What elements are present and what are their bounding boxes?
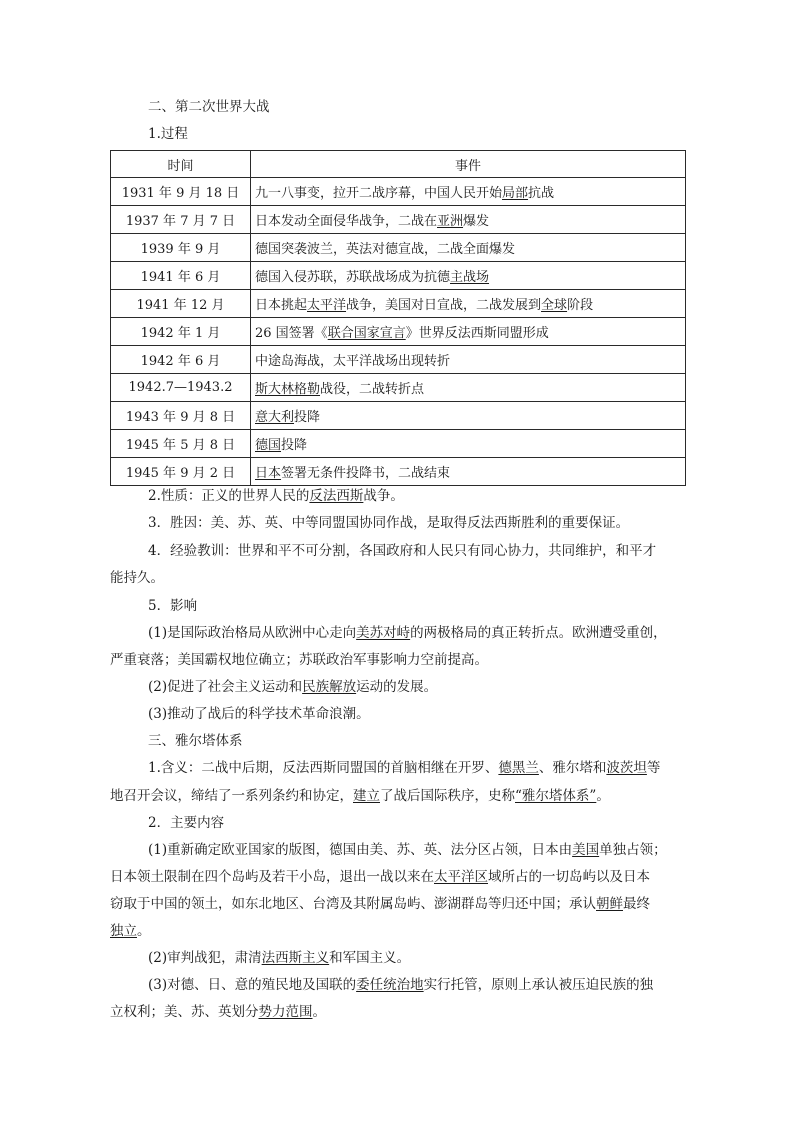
table-row [111,262,686,290]
row-date: 1937 年 7 月 7 日 [111,206,251,234]
section-heading-yalta: 三、雅尔塔体系 [148,733,243,749]
content-1-line-4: 独立。 [110,923,151,939]
content-1-line-3: 窃取于中国的领土，如东北地区、台湾及其附属岛屿、澎湖群岛等归还中国；承认朝鲜最终 [110,896,650,912]
lessons-line-1: 4．经验教训：世界和平不可分割，各国政府和人民只有同心协力，共同维护，和平才 [148,543,657,559]
content-1-line-2: 日本领土限制在四个岛屿及若干小岛，退出一战以来在太平洋区域所占的一切岛屿以及日本 [110,869,650,885]
table-row [111,318,686,346]
row-date: 1945 年 5 月 8 日 [111,430,251,458]
row-event: 中途岛海战，太平洋战场出现转折 [251,346,686,374]
row-date: 1941 年 12 月 [111,290,251,318]
section-heading-ww2: 二、第二次世界大战 [148,99,270,115]
table-row [111,290,686,318]
impact-label: 5．影响 [148,598,198,614]
table-row [111,346,686,374]
impact-1-line-2: 严重衰落；美国霸权地位确立；苏联政治军事影响力空前提高。 [110,652,488,668]
content-2: (2)审判战犯，肃清法西斯主义和军国主义。 [148,950,411,966]
impact-2: (2)促进了社会主义运动和民族解放运动的发展。 [148,679,438,695]
header-event: 事件 [251,151,686,178]
row-event: 意大利投降 [251,402,686,430]
content-3-line-1: (3)对德、日、意的殖民地及国联的委任统治地实行托管，原则上承认被压迫民族的独 [148,977,654,993]
row-date: 1939 年 9 月 [111,234,251,262]
row-date: 1942 年 1 月 [111,318,251,346]
row-event: 日本挑起太平洋战争，美国对日宣战，二战发展到全球阶段 [251,290,686,318]
row-event: 斯大林格勒战役，二战转折点 [251,374,686,402]
row-event: 日本发动全面侵华战争，二战在亚洲爆发 [251,206,686,234]
yalta-meaning-line-1: 1.含义：二战中后期，反法西斯同盟国的首脑相继在开罗、德黑兰、雅尔塔和波茨坦等 [148,760,661,776]
content-1-line-1: (1)重新确定欧亚国家的版图，德国由美、苏、英、法分区占领，日本由美国单独占领； [148,842,667,858]
table-row [111,374,686,402]
row-date: 1941 年 6 月 [111,262,251,290]
table-row [111,430,686,458]
table-row [111,458,686,486]
row-event: 德国入侵苏联，苏联战场成为抗德主战场 [251,262,686,290]
lessons-line-2: 能持久。 [110,570,164,586]
content-3-line-2: 立权利；美、苏、英划分势力范围。 [110,1004,326,1020]
table-row [111,178,686,206]
table-header-row [111,151,686,178]
content-label: 2．主要内容 [148,815,225,831]
row-event: 九一八事变，拉开二战序幕，中国人民开始局部抗战 [251,178,686,206]
table-row [111,402,686,430]
row-event: 德国投降 [251,430,686,458]
row-event: 26 国签署《联合国家宣言》世界反法西斯同盟形成 [251,318,686,346]
row-date: 1945 年 9 月 2 日 [111,458,251,486]
table-row [111,234,686,262]
yalta-meaning-line-2: 地召开会议，缔结了一系列条约和协定，建立了战后国际秩序，史称“雅尔塔体系”。 [110,788,610,804]
row-date: 1942.7—1943.2 [111,374,251,402]
row-event: 德国突袭波兰，英法对德宣战，二战全面爆发 [251,234,686,262]
row-event: 日本签署无条件投降书，二战结束 [251,458,686,486]
row-date: 1943 年 9 月 8 日 [111,402,251,430]
row-date: 1942 年 6 月 [111,346,251,374]
header-time: 时间 [111,151,251,178]
impact-3: (3)推动了战后的科学技术革命浪潮。 [148,706,370,722]
table-row [111,206,686,234]
nature-paragraph: 2.性质：正义的世界人民的反法西斯战争。 [148,488,404,504]
process-label: 1.过程 [148,126,188,142]
ww2-events-table [110,150,686,486]
victory-reason: 3．胜因：美、苏、英、中等同盟国协同作战，是取得反法西斯胜利的重要保证。 [148,515,630,531]
row-date: 1931 年 9 月 18 日 [111,178,251,206]
impact-1-line-1: (1)是国际政治格局从欧洲中心走向美苏对峙的两极格局的真正转折点。欧洲遭受重创， [148,625,667,641]
